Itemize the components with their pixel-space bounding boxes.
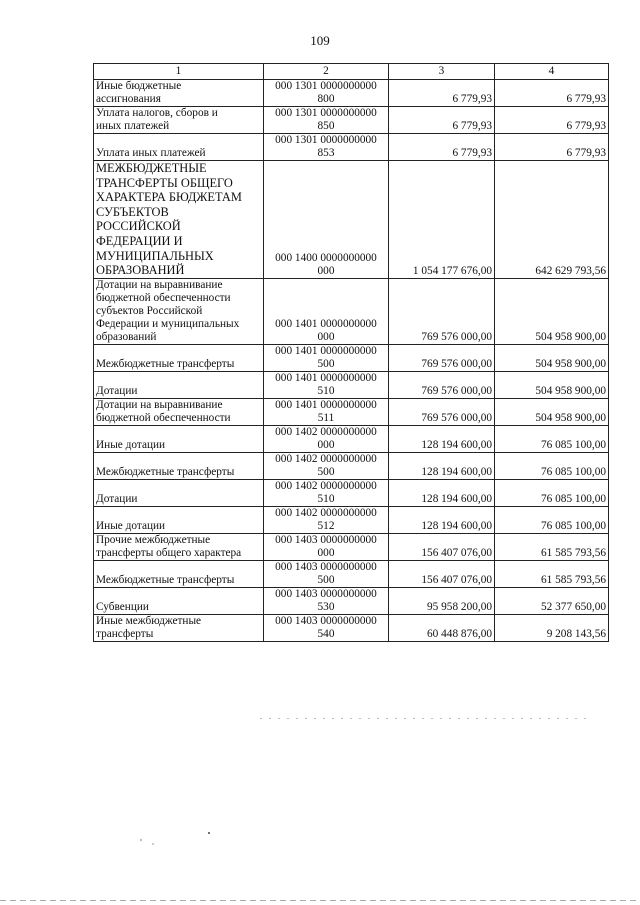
row-name-cell: Межбюджетные трансферты xyxy=(94,344,264,371)
row-amount-2025-cell: 1 054 177 676,00 xyxy=(389,161,495,279)
row-name-cell: Дотации xyxy=(94,371,264,398)
row-code-cell: 000 1403 0000000000 530 xyxy=(264,587,389,614)
row-amount-2026-cell: 504 958 900,00 xyxy=(495,344,609,371)
row-code-cell: 000 1401 0000000000 511 xyxy=(264,398,389,425)
row-amount-2025-cell: 769 576 000,00 xyxy=(389,371,495,398)
header-col-1: 1 xyxy=(94,64,264,80)
row-amount-2025-cell: 156 407 076,00 xyxy=(389,560,495,587)
row-name-cell: Дотации на выравнивание бюджетной обеспеченности субъектов Российской Федерации и муниципальных образований xyxy=(94,278,264,344)
table-row xyxy=(94,533,609,560)
row-amount-2026-cell: 52 377 650,00 xyxy=(495,587,609,614)
row-amount-2026-cell: 9 208 143,56 xyxy=(495,614,609,641)
row-amount-2026-cell: 6 779,93 xyxy=(495,134,609,161)
row-amount-2025-cell: 128 194 600,00 xyxy=(389,452,495,479)
row-amount-2025-cell: 128 194 600,00 xyxy=(389,425,495,452)
row-amount-2026-cell: 76 085 100,00 xyxy=(495,452,609,479)
row-code-cell: 000 1400 0000000000 000 xyxy=(264,161,389,279)
row-amount-2026-cell: 6 779,93 xyxy=(495,80,609,107)
row-name-cell: Межбюджетные трансферты xyxy=(94,452,264,479)
row-code-cell: 000 1403 0000000000 000 xyxy=(264,533,389,560)
row-amount-2025-cell: 156 407 076,00 xyxy=(389,533,495,560)
row-amount-2026-cell: 76 085 100,00 xyxy=(495,506,609,533)
table-row xyxy=(94,107,609,134)
row-amount-2026-cell: 504 958 900,00 xyxy=(495,398,609,425)
table-row xyxy=(94,425,609,452)
row-code-cell: 000 1301 0000000000 853 xyxy=(264,134,389,161)
row-amount-2025-cell: 6 779,93 xyxy=(389,80,495,107)
table-row xyxy=(94,398,609,425)
row-amount-2026-cell: 6 779,93 xyxy=(495,107,609,134)
row-code-cell: 000 1301 0000000000 800 xyxy=(264,80,389,107)
scan-artifact-bottom xyxy=(0,900,640,901)
row-amount-2026-cell: 76 085 100,00 xyxy=(495,425,609,452)
row-name-cell: Иные дотации xyxy=(94,506,264,533)
row-amount-2026-cell: 504 958 900,00 xyxy=(495,278,609,344)
row-code-cell: 000 1402 0000000000 512 xyxy=(264,506,389,533)
table-row xyxy=(94,371,609,398)
row-name-cell: Иные межбюджетные трансферты xyxy=(94,614,264,641)
scan-dot xyxy=(208,832,210,834)
row-name-cell: Уплата налогов, сборов и иных платежей xyxy=(94,107,264,134)
row-amount-2025-cell: 769 576 000,00 xyxy=(389,344,495,371)
table-row xyxy=(94,344,609,371)
row-code-cell: 000 1403 0000000000 540 xyxy=(264,614,389,641)
row-name-cell: Дотации на выравнивание бюджетной обеспеченности xyxy=(94,398,264,425)
scan-artifact-line xyxy=(260,718,590,719)
table-row xyxy=(94,560,609,587)
row-name-cell: Межбюджетные трансферты xyxy=(94,560,264,587)
row-amount-2026-cell: 61 585 793,56 xyxy=(495,560,609,587)
row-name-cell: Уплата иных платежей xyxy=(94,134,264,161)
row-amount-2025-cell: 95 958 200,00 xyxy=(389,587,495,614)
table-row xyxy=(94,278,609,344)
table-row xyxy=(94,80,609,107)
row-code-cell: 000 1402 0000000000 510 xyxy=(264,479,389,506)
table-row xyxy=(94,134,609,161)
scan-dot xyxy=(152,843,154,845)
row-amount-2026-cell: 504 958 900,00 xyxy=(495,371,609,398)
header-col-4: 4 xyxy=(495,64,609,80)
row-code-cell: 000 1402 0000000000 500 xyxy=(264,452,389,479)
row-name-cell: Прочие межбюджетные трансферты общего характера xyxy=(94,533,264,560)
row-name-cell: Дотации xyxy=(94,479,264,506)
row-amount-2025-cell: 128 194 600,00 xyxy=(389,479,495,506)
page-number: 109 xyxy=(310,33,330,48)
row-amount-2025-cell: 128 194 600,00 xyxy=(389,506,495,533)
row-amount-2025-cell: 60 448 876,00 xyxy=(389,614,495,641)
header-col-3: 3 xyxy=(389,64,495,80)
header-col-2: 2 xyxy=(264,64,389,80)
table-row xyxy=(94,614,609,641)
scan-dot xyxy=(140,839,142,841)
row-amount-2026-cell: 642 629 793,56 xyxy=(495,161,609,279)
row-code-cell: 000 1403 0000000000 500 xyxy=(264,560,389,587)
table-row xyxy=(94,161,609,279)
budget-table xyxy=(93,63,609,642)
table-row xyxy=(94,479,609,506)
row-amount-2025-cell: 769 576 000,00 xyxy=(389,278,495,344)
row-name-cell: Иные дотации xyxy=(94,425,264,452)
row-code-cell: 000 1301 0000000000 850 xyxy=(264,107,389,134)
row-name-cell: МЕЖБЮДЖЕТНЫЕ ТРАНСФЕРТЫ ОБЩЕГО ХАРАКТЕРА БЮДЖЕТАМ СУБЪЕКТОВ РОССИЙСКОЙ ФЕДЕРАЦИИ И МУНИЦИПАЛЬНЫХ ОБРАЗОВАНИЙ xyxy=(94,161,264,279)
row-amount-2026-cell: 61 585 793,56 xyxy=(495,533,609,560)
table-header-row xyxy=(94,64,609,80)
row-name-cell: Субвенции xyxy=(94,587,264,614)
row-code-cell: 000 1401 0000000000 510 xyxy=(264,371,389,398)
row-code-cell: 000 1401 0000000000 500 xyxy=(264,344,389,371)
table-row xyxy=(94,587,609,614)
table-body xyxy=(94,80,609,642)
row-amount-2025-cell: 6 779,93 xyxy=(389,134,495,161)
row-amount-2026-cell: 76 085 100,00 xyxy=(495,479,609,506)
row-amount-2025-cell: 6 779,93 xyxy=(389,107,495,134)
row-name-cell: Иные бюджетные ассигнования xyxy=(94,80,264,107)
row-amount-2025-cell: 769 576 000,00 xyxy=(389,398,495,425)
row-code-cell: 000 1401 0000000000 000 xyxy=(264,278,389,344)
row-code-cell: 000 1402 0000000000 000 xyxy=(264,425,389,452)
table-row xyxy=(94,452,609,479)
table-row xyxy=(94,506,609,533)
